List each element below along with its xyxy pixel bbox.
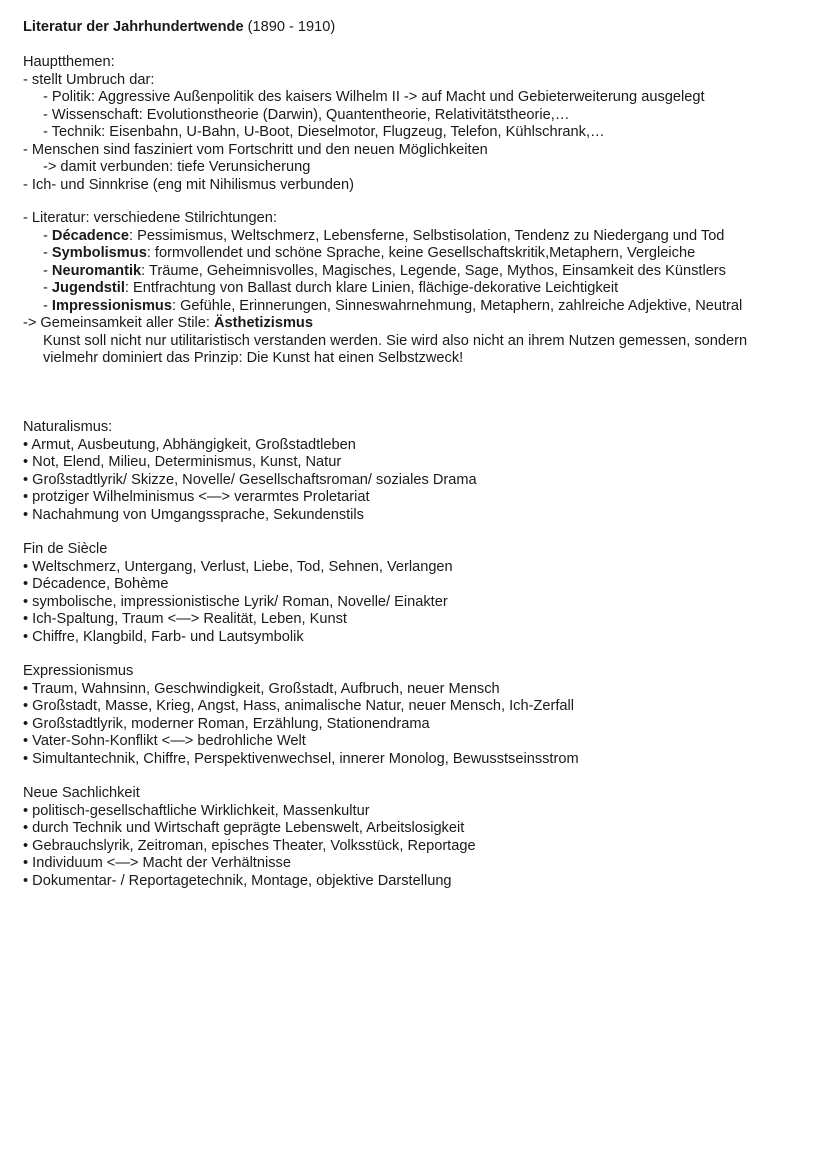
verunsicherung-line: -> damit verbunden: tiefe Verunsicherung (43, 159, 311, 175)
style-name: Décadence (51, 227, 129, 244)
list-item: • protziger Wilhelminismus <—> verarmtes Proletariat (23, 489, 370, 505)
list-item: • Individuum <—> Macht der Verhältnisse (23, 855, 291, 871)
style-item: - Impressionismus: Gefühle, Erinnerungen, Sinneswahrnehmung, Metaphern, zahlreiche Adjektive, Neutral (43, 297, 743, 314)
style-name: Jugendstil (51, 280, 125, 296)
style-desc: : Pessimismus, Weltschmerz, Lebensferne, Selbstisolation, Tendenz zu Niedergang und Tod (129, 227, 725, 244)
list-item: • Gebrauchslyrik, Zeitroman, episches Theater, Volksstück, Reportage (23, 837, 476, 854)
literatur-block (23, 210, 747, 368)
style-desc: : formvollendet und schöne Sprache, keine Gesellschaftskritik,Metaphern, Vergleiche (146, 245, 696, 261)
style-name: Impressionismus (51, 297, 172, 314)
section-heading: Fin de Siècle (23, 541, 108, 557)
section-naturalismus (23, 419, 477, 524)
list-item: • Großstadtlyrik, moderner Roman, Erzählung, Stationendrama (23, 715, 430, 732)
list-item: • Not, Elend, Milieu, Determinismus, Kunst, Natur (23, 454, 342, 470)
title-years: (1890 - 1910) (243, 19, 336, 35)
list-item: • Dokumentar- / Reportagetechnik, Montage, objektive Darstellung (23, 872, 452, 889)
literatur-heading: - Literatur: verschiedene Stilrichtungen: (23, 210, 277, 226)
list-item: • durch Technik und Wirtschaft geprägte Lebenswelt, Arbeitslosigkeit (23, 820, 465, 836)
style-item: - Neuromantik: Träume, Geheimnisvolles, Magisches, Legende, Sage, Mythos, Einsamkeit des Künstlers (43, 262, 726, 279)
technik-line: - Technik: Eisenbahn, U-Bahn, U-Boot, Dieselmotor, Flugzeug, Telefon, Kühlschrank,… (43, 124, 605, 140)
list-item: • Großstadt, Masse, Krieg, Angst, Hass, animalische Natur, neuer Mensch, Ich-Zerfall (23, 698, 574, 714)
wissenschaft-line: - Wissenschaft: Evolutionstheorie (Darwin), Quantentheorie, Relativitätstheorie,… (43, 106, 570, 123)
list-item: • politisch-gesellschaftliche Wirklichkeit, Massenkultur (23, 802, 370, 819)
section-heading: Neue Sachlichkeit (23, 785, 140, 801)
menschen-line: - Menschen sind fasziniert vom Fortschritt und den neuen Möglichkeiten (23, 141, 488, 158)
list-item: • Décadence, Bohème (23, 576, 169, 592)
hauptthemen-heading: Hauptthemen: (23, 54, 115, 70)
page-title (23, 19, 335, 37)
list-item: • symbolische, impressionistische Lyrik/ Roman, Novelle/ Einakter (23, 593, 448, 610)
gemeinsamkeit-prefix: -> Gemeinsamkeit aller Stile: (23, 315, 215, 331)
list-item: • Großstadtlyrik/ Skizze, Novelle/ Gesellschaftsroman/ soziales Drama (23, 471, 477, 488)
list-item: • Nachahmung von Umgangssprache, Sekundenstils (23, 506, 364, 523)
list-item: • Chiffre, Klangbild, Farb- und Lautsymbolik (23, 628, 304, 645)
section-heading: Naturalismus: (23, 419, 113, 435)
umbruch-line: - stellt Umbruch dar: (23, 71, 155, 88)
kunst-line-1: Kunst soll nicht nur utilitaristisch verstanden werden. Sie wird also nicht an ihrem Nutzen gemessen, sondern (43, 332, 748, 349)
style-item: - Décadence: Pessimismus, Weltschmerz, Lebensferne, Selbstisolation, Tendenz zu Niedergang und Tod (43, 227, 725, 244)
title-bold: Literatur der Jahrhundertwende (23, 19, 244, 35)
style-desc: : Gefühle, Erinnerungen, Sinneswahrnehmung, Metaphern, zahlreiche Adjektive, Neutral (171, 297, 743, 314)
list-item: • Armut, Ausbeutung, Abhängigkeit, Großstadtleben (23, 436, 356, 453)
section-expressionismus (23, 663, 579, 768)
section-heading: Expressionismus (23, 663, 134, 679)
section-fin-de-siecle (23, 541, 453, 646)
kunst-line-2: vielmehr dominiert das Prinzip: Die Kunst hat einen Selbstzweck! (43, 350, 464, 366)
style-desc: : Träume, Geheimnisvolles, Magisches, Legende, Sage, Mythos, Einsamkeit des Künstlers (141, 262, 726, 279)
krise-line: - Ich- und Sinnkrise (eng mit Nihilismus verbunden) (23, 176, 354, 193)
list-item: • Simultantechnik, Chiffre, Perspektivenwechsel, innerer Monolog, Bewusstseinsstrom (23, 750, 579, 767)
politik-line: - Politik: Aggressive Außenpolitik des kaisers Wilhelm II -> auf Macht und Gebieterweiterung ausgelegt (43, 89, 705, 105)
style-item: - Jugendstil: Entfrachtung von Ballast durch klare Linien, flächige-dekorative Leichtigkeit (43, 280, 619, 296)
list-item: • Ich-Spaltung, Traum <—> Realität, Leben, Kunst (23, 611, 347, 627)
list-item: • Weltschmerz, Untergang, Verlust, Liebe, Tod, Sehnen, Verlangen (23, 558, 453, 575)
list-item: • Vater-Sohn-Konflikt <—> bedrohliche Welt (23, 733, 306, 749)
gemeinsamkeit-line (23, 315, 747, 333)
section-neue-sachlichkeit (23, 785, 476, 890)
list-item: • Traum, Wahnsinn, Geschwindigkeit, Großstadt, Aufbruch, neuer Mensch (23, 680, 500, 697)
style-name: Symbolismus (51, 245, 147, 261)
style-item: - Symbolismus: formvollendet und schöne Sprache, keine Gesellschaftskritik,Metaphern, Vergleiche (43, 245, 696, 261)
style-name: Neuromantik (51, 262, 142, 279)
style-desc: : Entfrachtung von Ballast durch klare Linien, flächige-dekorative Leichtigkeit (124, 280, 619, 296)
hauptthemen-block (23, 54, 705, 194)
gemeinsamkeit-bold: Ästhetizismus (214, 315, 313, 331)
